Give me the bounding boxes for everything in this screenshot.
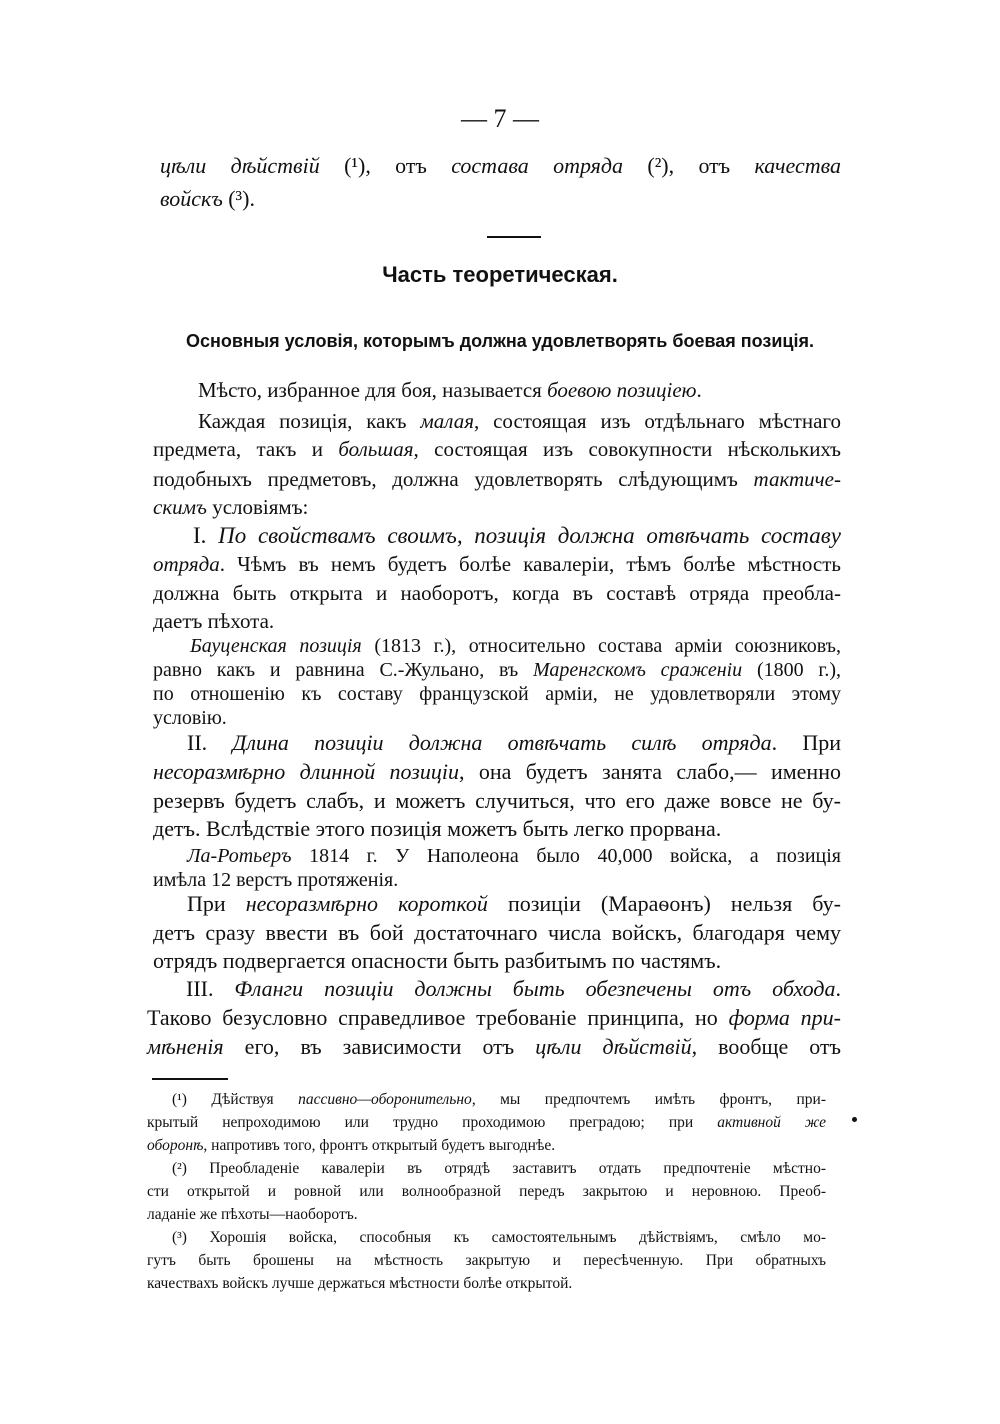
paragraph-line: мѣненія его, въ зависимости отъ цѣли дѣйствій, вообще отъ — [147, 1034, 841, 1059]
section-subheading: Основныя условія, которымъ должна удовлетворять боевая позиція. — [185, 331, 815, 351]
intro-line-2: войскъ (³). — [160, 186, 255, 211]
footnote-2-line: ладаніе же пѣхоты—наоборотъ. — [147, 1206, 358, 1223]
example-line: по отношенію къ составу французской арміи, не удовлетворяли этому — [153, 683, 841, 705]
example-line: равно какъ и равнина С.-Жульано, въ Маренгскомъ сраженіи (1800 г.), — [153, 659, 841, 681]
paragraph-line: отрядъ подвергается опасности быть разбитымъ по частямъ. — [153, 948, 722, 973]
paragraph-line: Мѣсто, избранное для боя, называется боевою позиціею. — [198, 378, 702, 402]
footnote-2-line: сти открытой и ровной или волнообразной передъ закрытою и неровною. Преоб- — [147, 1183, 826, 1200]
paragraph-line: детъ. Вслѣдствіе этого позиція можетъ быть легко прорвана. — [153, 816, 722, 841]
condition-1-line: I. По свойствамъ своимъ, позиція должна отвѣчать составу — [193, 523, 841, 548]
section-heading: Часть теоретическая. — [382, 262, 618, 287]
paragraph-line: При несоразмѣрно короткой позиціи (Мараѳонъ) нельзя бу- — [187, 891, 841, 916]
example-line: Бауценская позиція (1813 г.), относительно состава арміи союзниковъ, — [190, 635, 841, 657]
intro-line-1: цѣли дѣйствій (¹), отъ состава отряда (²), отъ качества — [160, 153, 841, 178]
example-line: Ла-Ротьеръ 1814 г. У Наполеона было 40,000 войска, а позиція — [187, 845, 841, 867]
footnote-2: (²) Преобладеніе кавалеріи въ отрядѣ заставитъ отдать предпочтеніе мѣстно- — [172, 1160, 826, 1177]
section-divider — [487, 236, 541, 238]
paragraph-line: должна быть открыта и наоборотъ, когда въ составѣ отряда преобла- — [153, 581, 841, 605]
footnote-1-line: оборонѣ, напротивъ того, фронтъ открытый будетъ выгоднѣе. — [147, 1137, 556, 1154]
paragraph-line: отряда. Чѣмъ въ немъ будетъ болѣе кавалеріи, тѣмъ болѣе мѣстность — [153, 552, 841, 576]
paragraph-line: подобныхъ предметовъ, должна удовлетворять слѣдующимъ тактиче- — [153, 467, 841, 491]
example-line: условію. — [153, 707, 227, 729]
paragraph-line: скимъ условіямъ: — [153, 495, 309, 519]
footnote-1: (¹) Дѣйствуя пассивно—оборонительно, мы предпочтемъ имѣть фронтъ, при- — [172, 1091, 826, 1108]
condition-2-line: II. Длина позиціи должна отвѣчать силѣ отряда. При — [187, 730, 842, 755]
paragraph-line: предмета, такъ и большая, состоящая изъ совокупности нѣсколькихъ — [153, 437, 841, 461]
print-speck — [852, 1117, 857, 1122]
footnote-3-line: гутъ быть брошены на мѣстность закрытую и пересѣченную. При обратныхъ — [147, 1252, 826, 1269]
paragraph-line: Каждая позиція, какъ малая, состоящая изъ отдѣльнаго мѣстнаго — [198, 409, 842, 433]
paragraph-line: резервъ будетъ слабъ, и можетъ случиться, что его даже вовсе не бу- — [153, 788, 841, 813]
footnote-divider — [152, 1078, 228, 1080]
footnote-1-line: крытый непроходимою или трудно проходимою преградою; при активной же — [147, 1114, 826, 1131]
paragraph-line: детъ сразу ввести въ бой достаточнаго числа войскъ, благодаря чему — [153, 920, 841, 945]
paragraph-line: Таково безусловно справедливое требованіе принципа, но форма при- — [147, 1005, 841, 1030]
page-number: — 7 — — [461, 104, 539, 133]
paragraph-line: несоразмѣрно длинной позиціи, она будетъ занята слабо,— именно — [153, 759, 841, 784]
condition-3-line: III. Фланги позиціи должны быть обезпечены отъ обхода. — [186, 976, 842, 1001]
footnote-3-line: качествахъ войскъ лучше держаться мѣстности болѣе открытой. — [147, 1275, 573, 1292]
paragraph-line: даетъ пѣхота. — [153, 609, 275, 633]
example-line: имѣла 12 верстъ протяженія. — [153, 869, 399, 891]
footnote-3: (³) Хорошія войска, способныя къ самостоятельнымъ дѣйствіямъ, смѣло мо- — [172, 1229, 826, 1246]
